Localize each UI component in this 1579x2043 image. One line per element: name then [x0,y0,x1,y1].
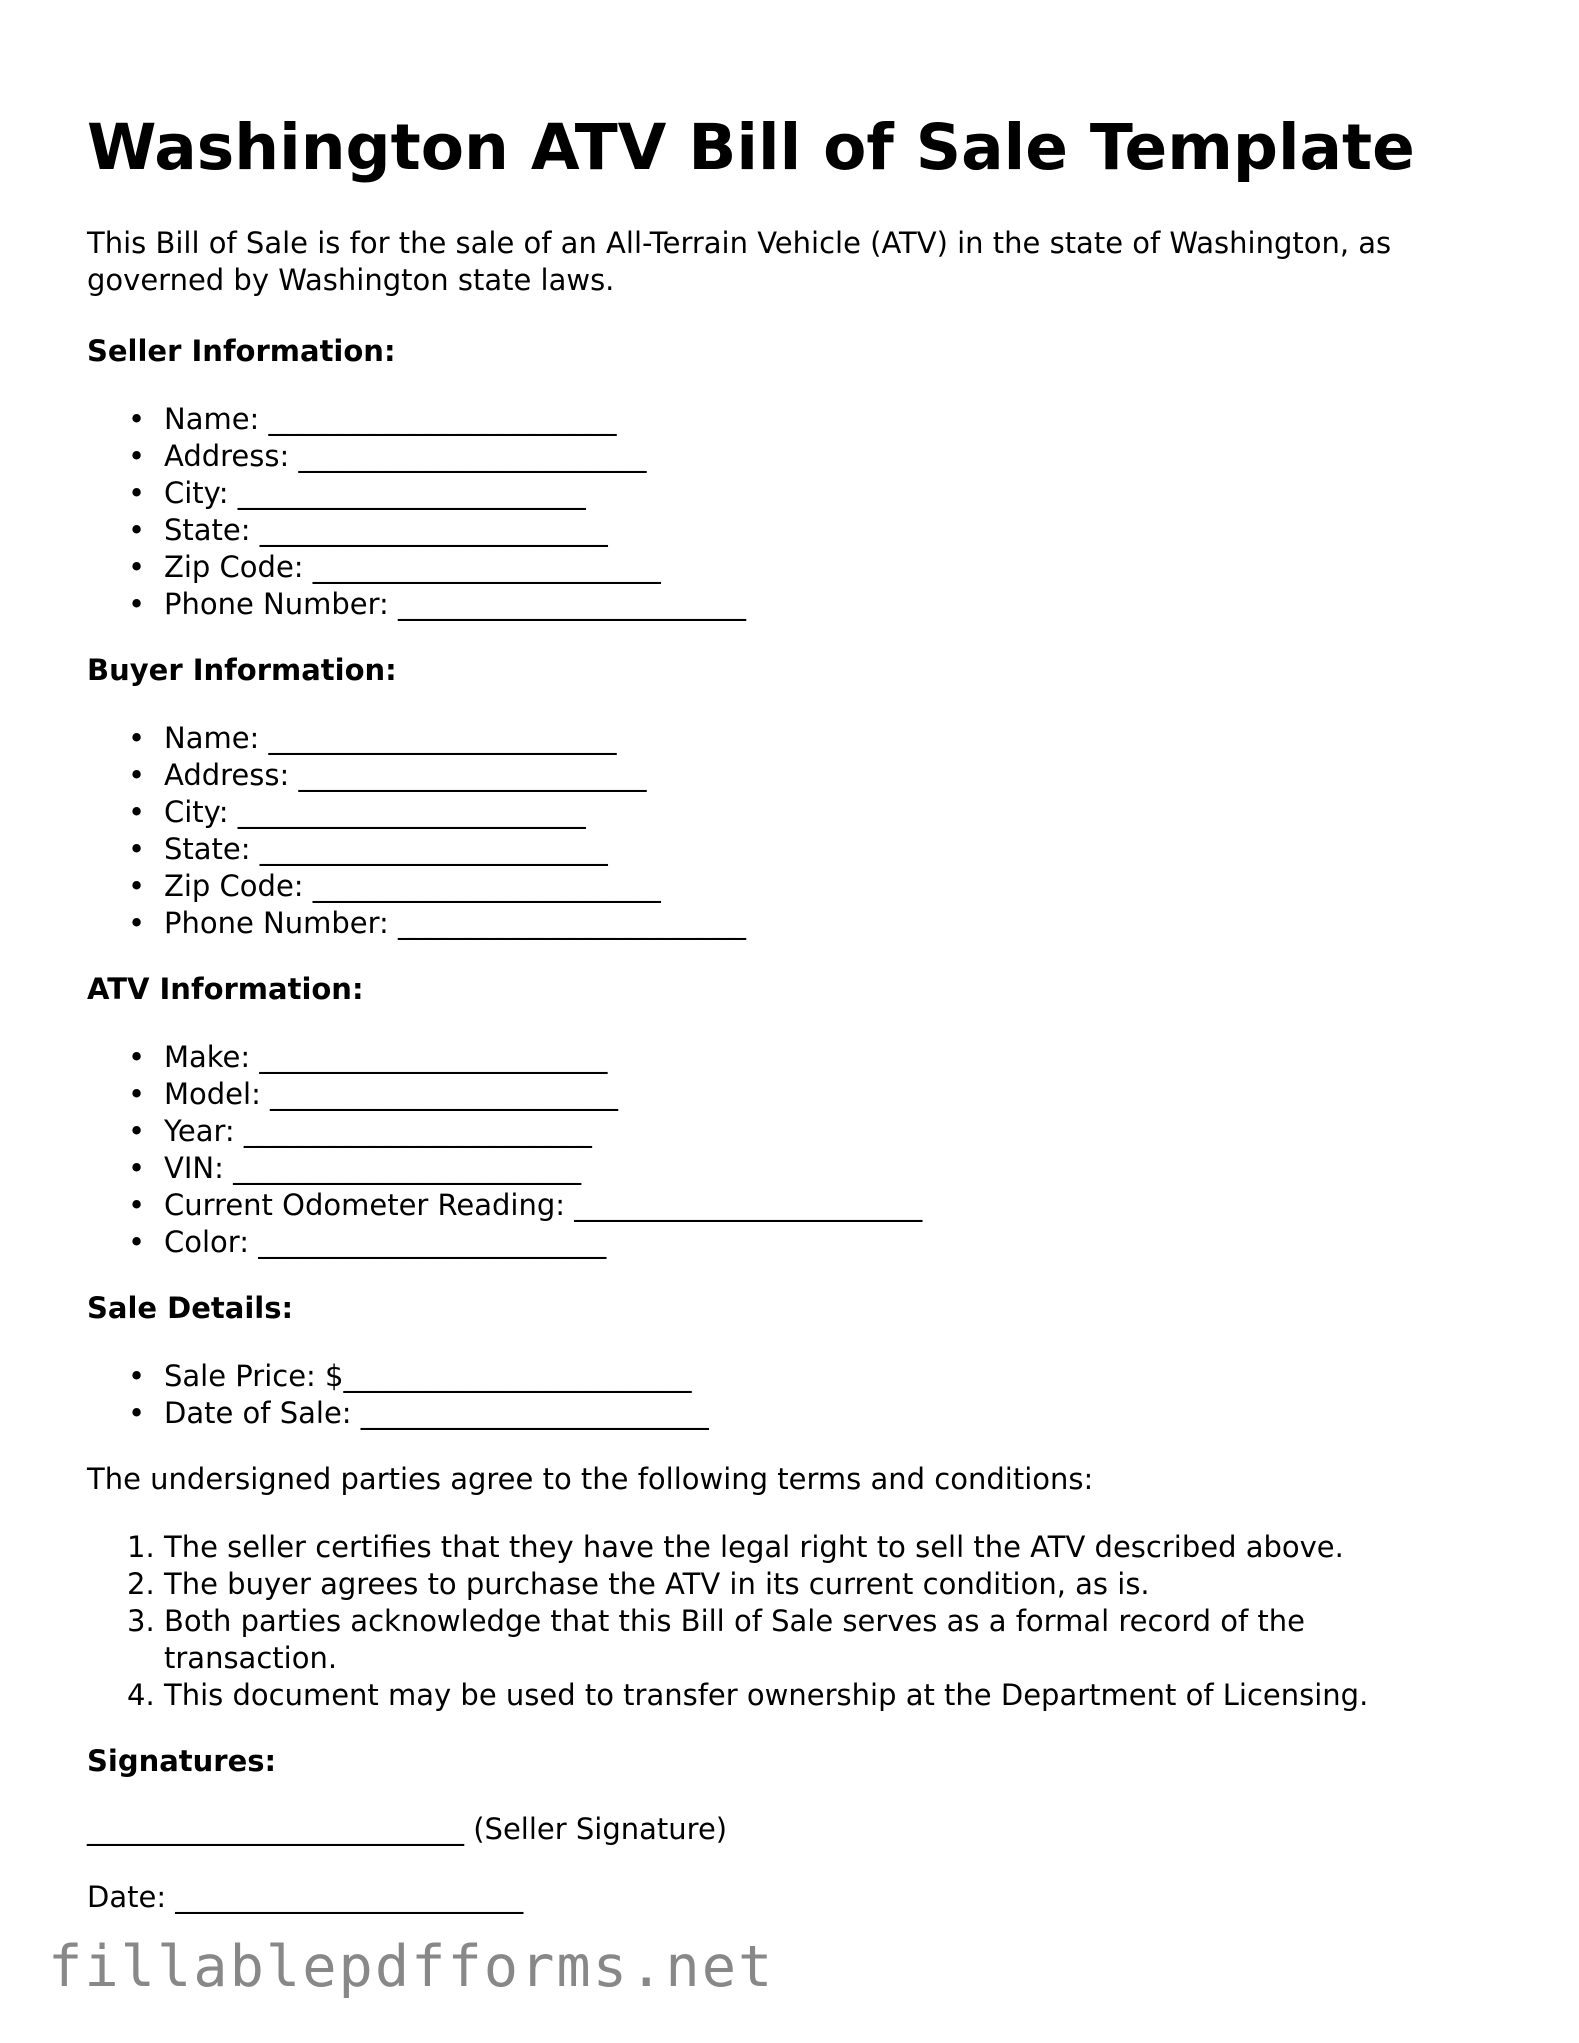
buyer-address-field[interactable]: • Address: ________________________ [87,757,746,794]
buyer-state-field[interactable]: • State: ________________________ [87,831,746,868]
seller-heading: Seller Information: [87,334,396,368]
atv-odometer-field[interactable]: • Current Odometer Reading: ________________________ [87,1187,922,1224]
buyer-heading: Buyer Information: [87,653,397,687]
term-text: The buyer agrees to purchase the ATV in its current condition, as is. [164,1567,1150,1601]
sale-price-field[interactable]: • Sale Price: $________________________ [87,1358,709,1395]
buyer-fields [87,720,746,942]
seller-phone-field[interactable]: • Phone Number: ________________________ [87,586,746,623]
seller-zip-field[interactable]: • Zip Code: ________________________ [87,549,746,586]
term-text: This document may be used to transfer ownership at the Department of Licensing. [164,1678,1369,1712]
sale-heading: Sale Details: [87,1291,294,1325]
atv-make-field[interactable]: • Make: ________________________ [87,1039,922,1076]
atv-color-field[interactable]: • Color: ________________________ [87,1224,922,1261]
seller-signature-line[interactable]: __________________________ (Seller Signature) [87,1812,728,1846]
seller-address-field[interactable]: • Address: ________________________ [87,438,746,475]
term-item [87,1677,1464,1714]
sale-fields [87,1358,709,1432]
terms-list [87,1529,1464,1714]
atv-fields [87,1039,922,1261]
seller-fields [87,401,746,623]
term-text: The seller certifies that they have the legal right to sell the ATV described above. [164,1530,1344,1564]
atv-model-field[interactable]: • Model: ________________________ [87,1076,922,1113]
watermark: fillablepdfforms.net [48,1934,775,2000]
signatures-heading: Signatures: [87,1744,277,1778]
term-number: 1. [127,1530,155,1564]
term-item [87,1566,1464,1603]
atv-year-field[interactable]: • Year: ________________________ [87,1113,922,1150]
buyer-phone-field[interactable]: • Phone Number: ________________________ [87,905,746,942]
seller-city-field[interactable]: • City: ________________________ [87,475,746,512]
buyer-name-field[interactable]: • Name: ________________________ [87,720,746,757]
term-item [87,1529,1464,1566]
sale-date-field[interactable]: • Date of Sale: ________________________ [87,1395,709,1432]
seller-state-field[interactable]: • State: ________________________ [87,512,746,549]
term-number: 3. [127,1604,155,1638]
atv-vin-field[interactable]: • VIN: ________________________ [87,1150,922,1187]
buyer-city-field[interactable]: • City: ________________________ [87,794,746,831]
seller-name-field[interactable]: • Name: ________________________ [87,401,746,438]
term-item [87,1603,1464,1677]
buyer-zip-field[interactable]: • Zip Code: ________________________ [87,868,746,905]
signature-date-line[interactable]: Date: ________________________ [87,1880,524,1914]
term-number: 2. [127,1567,155,1601]
atv-heading: ATV Information: [87,972,364,1006]
terms-intro: The undersigned parties agree to the following terms and conditions: [87,1462,1094,1496]
intro-paragraph: This Bill of Sale is for the sale of an All-Terrain Vehicle (ATV) in the state of Washington, as governed by Washington state laws. [87,226,1392,297]
term-text: Both parties acknowledge that this Bill of Sale serves as a formal record of the transaction. [164,1604,1305,1675]
term-number: 4. [127,1678,155,1712]
page-title: Washington ATV Bill of Sale Template [87,111,1415,184]
